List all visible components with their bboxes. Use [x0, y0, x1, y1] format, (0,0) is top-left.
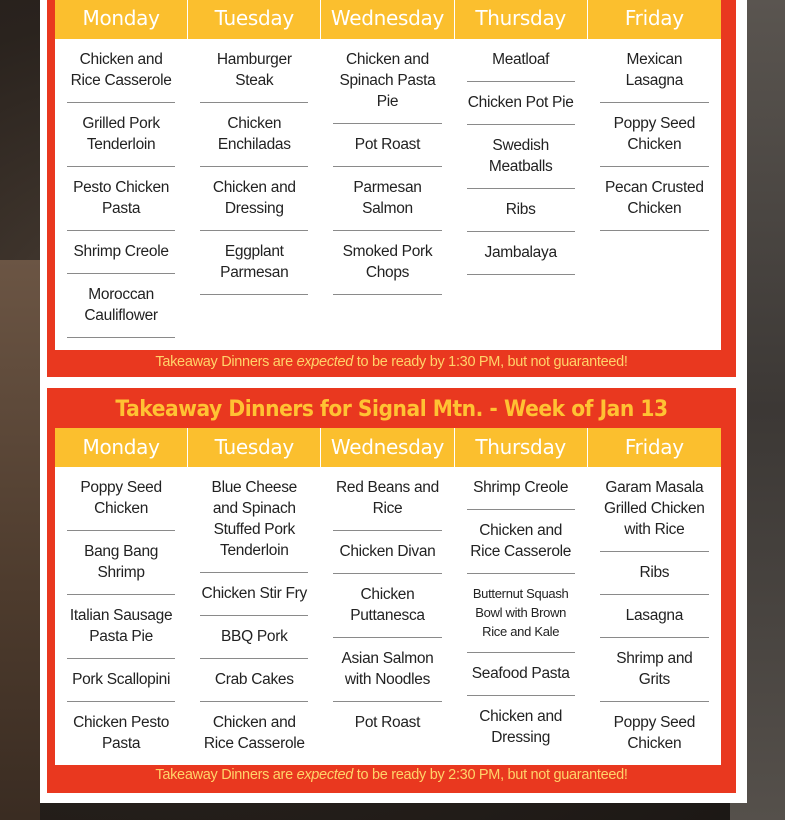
menu-item: Chicken and Dressing: [479, 708, 563, 746]
menu-item: Shrimp Creole: [67, 231, 175, 274]
week1-thursday-column: [455, 0, 588, 350]
menu-item: Ribs: [600, 552, 709, 595]
week2-menu-table: [55, 428, 721, 765]
day-header: Monday: [55, 428, 187, 467]
week1-menu-panel: [47, 0, 736, 377]
day-header: Tuesday: [188, 0, 320, 39]
week2-tuesday-column: [188, 428, 321, 765]
menu-item: Pot Roast: [354, 714, 421, 731]
menu-item: Chicken and Rice Casserole: [203, 714, 305, 752]
day-header: Wednesday: [321, 0, 453, 39]
week1-menu-table: [55, 0, 721, 350]
day-header: Thursday: [455, 428, 587, 467]
menu-item: Poppy Seed Chicken: [67, 467, 175, 531]
menu-item: Smoked Pork Chops: [333, 231, 441, 295]
menu-item: Shrimp Creole: [467, 467, 575, 510]
menu-item: Crab Cakes: [200, 659, 308, 702]
week2-wednesday-column: [321, 428, 454, 765]
day-header: Monday: [55, 0, 187, 39]
menu-item: Mexican Lasagna: [600, 39, 709, 103]
week1-wednesday-column: [321, 0, 454, 350]
day-header: Wednesday: [321, 428, 453, 467]
menu-item: Meatloaf: [467, 39, 575, 82]
menu-item: Pork Scallopini: [67, 659, 175, 702]
menu-item: Eggplant Parmesan: [200, 231, 308, 295]
ready-time-note: Takeaway Dinners are expected to be ready by 2:30 PM, but not guaranteed!: [155, 767, 628, 783]
menu-item: Chicken Enchiladas: [200, 103, 308, 167]
week1-friday-column: [588, 0, 721, 350]
menu-item: Pesto Chicken Pasta: [67, 167, 175, 231]
menu-item: Asian Salmon with Noodles: [333, 638, 441, 702]
menu-item: Swedish Meatballs: [467, 125, 575, 189]
menu-item: Hamburger Steak: [200, 39, 308, 103]
menu-item: Chicken Pesto Pasta: [73, 714, 170, 752]
menu-item: Chicken Divan: [333, 531, 441, 574]
menu-item: Blue Cheese and Spinach Stuffed Pork Tenderloin: [200, 467, 308, 573]
day-header: Friday: [588, 428, 721, 467]
menu-item: Parmesan Salmon: [333, 167, 441, 231]
menu-item: Chicken Pot Pie: [467, 82, 575, 125]
day-header: Tuesday: [188, 428, 320, 467]
menu-item: BBQ Pork: [200, 616, 308, 659]
week2-menu-panel: [47, 388, 736, 793]
menu-item: Butternut Squash Bowl with Brown Rice and Kale: [467, 574, 575, 653]
menu-item: Garam Masala Grilled Chicken with Rice: [600, 467, 709, 552]
menu-item: Chicken Puttanesca: [333, 574, 441, 638]
menu-item: Pot Roast: [333, 124, 441, 167]
week2-thursday-column: [455, 428, 588, 765]
menu-item: Pecan Crusted Chicken: [600, 167, 709, 231]
menu-item: Ribs: [467, 189, 575, 232]
ready-time-note: Takeaway Dinners are expected to be ready by 1:30 PM, but not guaranteed!: [155, 354, 628, 370]
menu-item: Lasagna: [600, 595, 709, 638]
menu-item: Seafood Pasta: [467, 653, 575, 696]
menu-item: Italian Sausage Pasta Pie: [67, 595, 175, 659]
menu-item: Chicken and Rice Casserole: [67, 39, 175, 103]
menu-item: Poppy Seed Chicken: [613, 714, 696, 752]
week2-friday-column: [588, 428, 721, 765]
menu-card: [40, 0, 747, 803]
menu-item: Chicken and Spinach Pasta Pie: [333, 39, 441, 124]
menu-item: Red Beans and Rice: [333, 467, 441, 531]
day-header: Thursday: [455, 0, 587, 39]
menu-item: Shrimp and Grits: [600, 638, 709, 702]
menu-item: Grilled Pork Tenderloin: [67, 103, 175, 167]
week2-monday-column: [55, 428, 188, 765]
menu-item: Chicken Stir Fry: [200, 573, 308, 616]
menu-item: Poppy Seed Chicken: [600, 103, 709, 167]
week1-tuesday-column: [188, 0, 321, 350]
week1-monday-column: [55, 0, 188, 350]
menu-item: Bang Bang Shrimp: [67, 531, 175, 595]
panel-title: Takeaway Dinners for Signal Mtn. - Week of Jan 13: [115, 397, 668, 422]
day-header: Friday: [588, 0, 721, 39]
menu-item: Chicken and Dressing: [200, 167, 308, 231]
menu-item: Jambalaya: [467, 232, 575, 275]
menu-item: Chicken and Rice Casserole: [467, 510, 575, 574]
menu-item: Moroccan Cauliflower: [67, 274, 175, 338]
background-photo-left: [0, 260, 40, 820]
